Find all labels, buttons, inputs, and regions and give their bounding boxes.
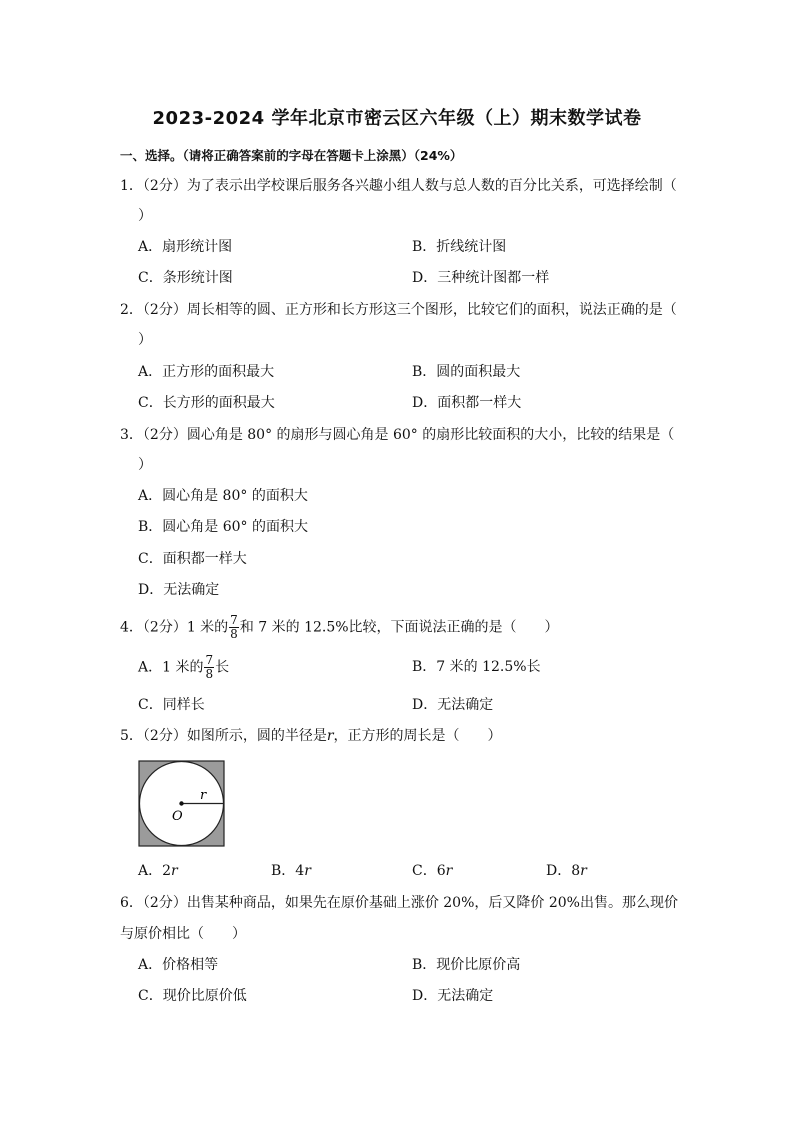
circle-in-square-figure — [138, 760, 226, 848]
question-4-option-a — [138, 654, 229, 681]
fraction-numerator: 7 — [230, 613, 238, 627]
page-title: 2023-2024 学年北京市密云区六年级（上）期末数学试卷 — [152, 108, 642, 129]
question-2-option-d: D．面积都一样大 — [412, 395, 522, 411]
section-heading: 一、选择。（请将正确答案前的字母在答题卡上涂黑）（24%） — [120, 148, 463, 163]
question-3-text-cont: ） — [138, 457, 152, 473]
option-c-label: C．6 — [412, 863, 446, 879]
option-a-prefix: A．1 米的 — [138, 659, 204, 676]
fraction-numerator: 7 — [205, 653, 214, 667]
question-3-text: 3．（2分）圆心角是 80° 的扇形与圆心角是 60° 的扇形比较面积的大小，比较的结果是（ — [120, 427, 675, 443]
question-5-option-c — [412, 861, 452, 881]
option-d-label: D．8 — [546, 863, 581, 879]
question-3-option-d: D．无法确定 — [138, 582, 220, 598]
fraction-denominator: 8 — [205, 667, 214, 681]
question-1-option-d: D．三种统计图都一样 — [412, 270, 550, 286]
question-4-option-b: B．7 米的 12.5%长 — [412, 659, 541, 675]
fraction-denominator: 8 — [230, 627, 238, 641]
question-4-prefix: 4．（2分）1 米的 — [120, 619, 229, 636]
question-6-option-a: A．价格相等 — [138, 957, 219, 973]
question-3-option-a: A．圆心角是 80° 的面积大 — [138, 488, 308, 504]
question-1-option-a: A．扇形统计图 — [138, 239, 233, 255]
fraction — [204, 654, 214, 681]
question-5-suffix: ，正方形的周长是（ ） — [333, 728, 502, 744]
question-5-option-b — [271, 861, 311, 881]
question-4-suffix: 和 7 米的 12.5%比较，下面说法正确的是（ ） — [239, 619, 559, 636]
option-b-label: B．4 — [271, 863, 305, 879]
question-1-option-b: B．折线统计图 — [412, 239, 507, 255]
question-5-option-a — [138, 861, 178, 881]
option-a-variable: r — [171, 863, 178, 879]
option-a-label: A．2 — [138, 863, 172, 879]
fraction — [229, 614, 239, 641]
question-2-text-cont: ） — [138, 332, 152, 348]
question-5-text — [120, 726, 502, 746]
option-c-variable: r — [445, 863, 453, 879]
center-label: O — [172, 809, 183, 824]
question-4-option-d: D．无法确定 — [412, 697, 494, 713]
option-a-suffix: 长 — [215, 659, 230, 676]
question-2-option-b: B．圆的面积最大 — [412, 364, 521, 380]
option-d-variable: r — [580, 863, 587, 879]
question-3-option-b: B．圆心角是 60° 的面积大 — [138, 519, 309, 535]
question-1-option-c: C．条形统计图 — [138, 270, 233, 286]
question-3-option-c: C．面积都一样大 — [138, 551, 247, 567]
question-2-option-c: C．长方形的面积最大 — [138, 395, 275, 411]
question-6-text: 6．（2分）出售某种商品，如果先在原价基础上涨价 20%，后又降价 20%出售。那么现价 — [120, 895, 678, 911]
question-4-option-c: C．同样长 — [138, 697, 205, 713]
radius-label: r — [200, 788, 207, 803]
question-6-option-b: B．现价比原价高 — [412, 957, 521, 973]
question-5-prefix: 5．（2分）如图所示，圆的半径是 — [120, 728, 327, 744]
question-5-option-d — [546, 861, 587, 881]
center-point — [179, 801, 183, 805]
question-2-option-a: A．正方形的面积最大 — [138, 364, 275, 380]
question-1-text-cont: ） — [138, 208, 152, 224]
question-2-text: 2．（2分）周长相等的圆、正方形和长方形这三个图形，比较它们的面积，说法正确的是（ — [120, 302, 677, 318]
radius-variable: r — [326, 728, 334, 744]
question-6-option-d: D．无法确定 — [412, 988, 494, 1004]
question-6-option-c: C．现价比原价低 — [138, 988, 247, 1004]
option-b-variable: r — [304, 863, 311, 879]
question-6-text-cont: 与原价相比（ ） — [120, 926, 246, 942]
question-1-text: 1．（2分）为了表示出学校课后服务各兴趣小组人数与总人数的百分比关系，可选择绘制（ — [120, 178, 677, 194]
question-4-text — [120, 614, 559, 641]
